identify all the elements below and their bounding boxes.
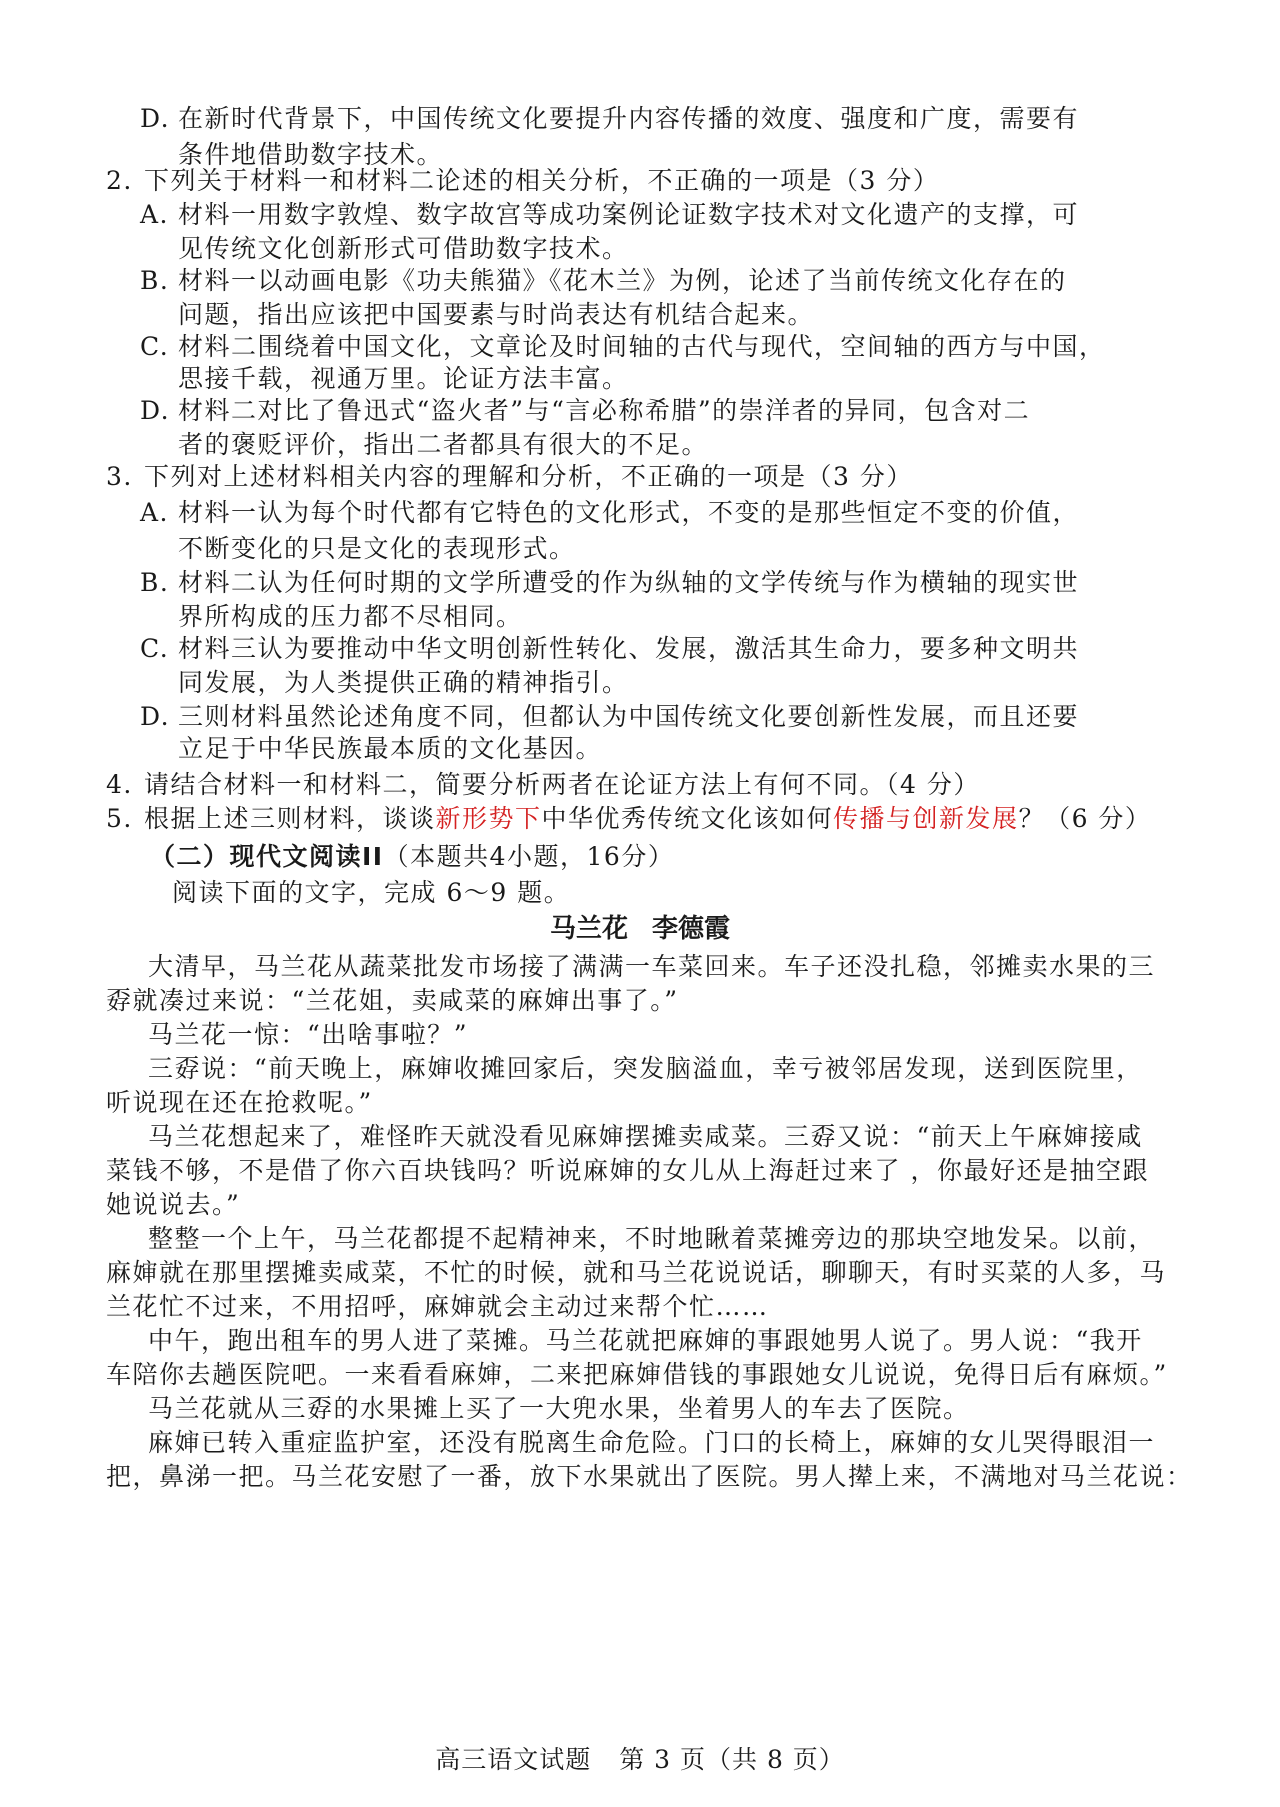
option-label: B. [140, 568, 170, 597]
story-title [0, 908, 1280, 945]
story-line: 马兰花一惊：“出啥事啦？” [148, 1020, 469, 1049]
q1-option-d-cont: 条件地借助数字技术。 [178, 140, 444, 169]
exam-name: 高三语文试题 [435, 1745, 592, 1774]
story-line: 中午，跑出租车的男人进了菜摊。马兰花就把麻婶的事跟她男人说了。男人说：“我开 [148, 1326, 1143, 1355]
option-text: 在新时代背景下，中国传统文化要提升内容传播的效度、强度和广度，需要有 [178, 104, 1080, 133]
q2-option-d [140, 392, 1030, 430]
option-text: 材料二对比了鲁迅式“盗火者”与“言必称希腊”的崇洋者的异同，包含对二 [178, 396, 1031, 425]
option-label: D. [140, 396, 171, 425]
option-text: 材料一用数字敦煌、数字故宫等成功案例论证数字技术对文化遗产的支撑，可 [178, 200, 1080, 229]
option-label: C. [140, 332, 170, 361]
story-line: 她说说去。” [106, 1190, 241, 1219]
q3-option-d-cont: 立足于中华民族最本质的文化基因。 [178, 734, 603, 763]
q2-option-c-cont: 思接千载，视通万里。论证方法丰富。 [178, 364, 629, 393]
story-line: 菜钱不够，不是借了你六百块钱吗？听说麻婶的女儿从上海赶过来了 ，你最好还是抽空跟 [106, 1156, 1149, 1185]
option-text: 材料一以动画电影《功夫熊猫》《花木兰》为例，论述了当前传统文化存在的 [178, 266, 1067, 295]
story-line: 车陪你去趟医院吧。一来看看麻婶，二来把麻婶借钱的事跟她女儿说说，免得日后有麻烦。” [106, 1360, 1168, 1389]
story-line: 麻婶就在那里摆摊卖咸菜，不忙的时候，就和马兰花说说话，聊聊天，有时买菜的人多，马 [106, 1258, 1167, 1287]
q5 [106, 800, 1151, 838]
question-text-part: ？（6 分） [1018, 804, 1152, 833]
section-heading [150, 838, 674, 876]
highlighted-phrase: 传播与创新发展 [833, 804, 1019, 833]
story-line: 兰花忙不过来，不用招呼，麻婶就会主动过来帮个忙…… [106, 1292, 769, 1321]
question-text: 请结合材料一和材料二，简要分析两者在论证方法上有何不同。（4 分） [144, 770, 980, 799]
q3-option-b-cont: 界所构成的压力都不尽相同。 [178, 602, 523, 631]
section-note: （本题共4小题，16分） [383, 842, 675, 871]
q3-option-c [140, 630, 1079, 668]
question-number: 2. [106, 166, 133, 195]
option-label: A. [140, 498, 170, 527]
story-line: 大清早，马兰花从蔬菜批发市场接了满满一车菜回来。车子还没扎稳，邻摊卖水果的三 [148, 952, 1156, 981]
story-title-text: 马兰花 [549, 914, 628, 944]
q2-stem [106, 162, 939, 200]
q2-option-a-cont: 见传统文化创新形式可借助数字技术。 [178, 234, 629, 263]
story-line: 麻婶已转入重症监护室，还没有脱离生命危险。门口的长椅上，麻婶的女儿哭得眼泪一 [148, 1428, 1156, 1457]
q3-stem [106, 458, 913, 496]
option-text: 材料二认为任何时期的文学所遭受的作为纵轴的文学传统与作为横轴的现实世 [178, 568, 1080, 597]
option-label: B. [140, 266, 170, 295]
option-label: D. [140, 104, 171, 133]
option-label: C. [140, 634, 170, 663]
q3-option-a-cont: 不断变化的只是文化的表现形式。 [178, 534, 576, 563]
question-text-part: 根据上述三则材料，谈谈 [144, 804, 436, 833]
question-text: 下列对上述材料相关内容的理解和分析，不正确的一项是（3 分） [144, 462, 913, 491]
story-line: 马兰花想起来了，难怪昨天就没看见麻婶摆摊卖咸菜。三孬又说：“前天上午麻婶接咸 [148, 1122, 1143, 1151]
q2-option-d-cont: 者的褒贬评价，指出二者都具有很大的不足。 [178, 430, 709, 459]
option-label: D. [140, 702, 171, 731]
q4 [106, 766, 980, 804]
q2-option-b [140, 262, 1067, 300]
story-author: 李德霞 [652, 914, 731, 944]
highlighted-phrase: 新形势下 [435, 804, 542, 833]
story-line: 三孬说：“前天晚上，麻婶收摊回家后，突发脑溢血，幸亏被邻居发现，送到医院里， [148, 1054, 1143, 1083]
story-line: 整整一个上午，马兰花都提不起精神来，不时地瞅着菜摊旁边的那块空地发呆。以前， [148, 1224, 1156, 1253]
q3-option-b [140, 564, 1079, 602]
q3-option-a [140, 494, 1079, 532]
question-text-part: 中华优秀传统文化该如何 [541, 804, 834, 833]
story-line: 马兰花就从三孬的水果摊上买了一大兜水果，坐着男人的车去了医院。 [148, 1394, 970, 1423]
reading-instruction: 阅读下面的文字，完成 6～9 题。 [172, 878, 571, 907]
question-number: 4. [106, 770, 133, 799]
option-text: 三则材料虽然论述角度不同，但都认为中国传统文化要创新性发展，而且还要 [178, 702, 1080, 731]
section-title: （二）现代文阅读II [150, 842, 384, 871]
question-number: 3. [106, 462, 133, 491]
q2-option-a [140, 196, 1079, 234]
q2-option-b-cont: 问题，指出应该把中国要素与时尚表达有机结合起来。 [178, 300, 815, 329]
q3-option-c-cont: 同发展，为人类提供正确的精神指引。 [178, 668, 629, 697]
page-number: 第 3 页（共 8 页） [619, 1745, 845, 1774]
question-number: 5. [106, 804, 133, 833]
q1-option-d [140, 100, 1079, 138]
page-footer [0, 1740, 1280, 1776]
question-text: 下列关于材料一和材料二论述的相关分析，不正确的一项是（3 分） [144, 166, 940, 195]
story-line: 听说现在还在抢救呢。” [106, 1088, 373, 1117]
option-text: 材料一认为每个时代都有它特色的文化形式，不变的是那些恒定不变的价值， [178, 498, 1080, 527]
story-line: 把，鼻涕一把。马兰花安慰了一番，放下水果就出了医院。男人撵上来，不满地对马兰花说： [106, 1462, 1193, 1491]
option-text: 材料二围绕着中国文化，文章论及时间轴的古代与现代，空间轴的西方与中国， [178, 332, 1106, 361]
story-line: 孬就凑过来说：“兰花姐，卖咸菜的麻婶出事了。” [106, 986, 679, 1015]
option-label: A. [140, 200, 170, 229]
option-text: 材料三认为要推动中华文明创新性转化、发展，激活其生命力，要多种文明共 [178, 634, 1080, 663]
